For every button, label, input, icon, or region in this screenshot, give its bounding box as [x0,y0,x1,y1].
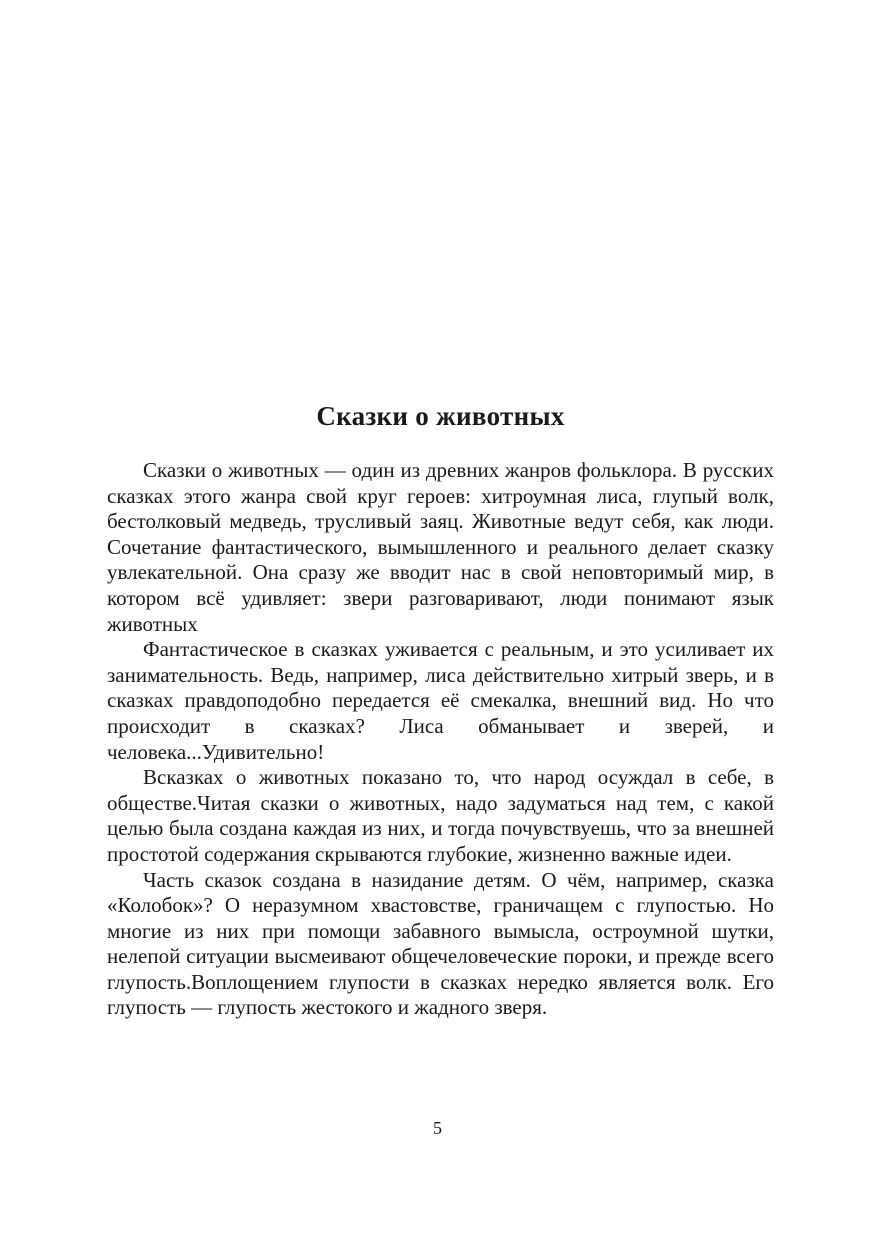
paragraph-fantastic-real: Фантастическое в сказках уживается с реальным, и это усиливает их занимательность. Ведь, например, лиса действительно хитрый зверь, и в сказках правдоподобно передается её смекалка, внешний вид. Но что происходит в сказках? Лиса обманывает и зверей, и человека...Удивительно! [107,637,774,764]
page-number: 5 [433,1118,442,1138]
paragraph-society: Всказках о животных показано то, что народ осуждал в себе, в обществе.Читая сказки о животных, надо задуматься над тем, с какой целью была создана каждая из них, и тогда почувствуешь, что за внешней простотой содержания скрываются глубокие, жизненно важные идеи. [107,765,774,866]
paragraph-edification: Часть сказок создана в назидание детям. О чём, например, сказка «Колобок»? О неразумном хвастовстве, граничащем с глупостью. Но многие из них при помощи забавного вымысла, остроумной шутки, нелепой ситуации высмеивают общечеловеческие пороки, и прежде всего глупость.Воплощением глупости в сказках нередко является волк. Его глупость — глупость жестокого и жадного зверя. [107,867,774,1020]
paragraph-intro: Сказки о животных — один из древних жанров фольклора. В русских сказках этого жанра свой круг героев: хитроумная лиса, глупый волк, бестолковый медведь, трусливый заяц. Животные ведут себя, как люди. Сочетание фантастического, вымышленного и реального делает сказку увлекательной. Она сразу же вводит нас в свой неповторимый мир, в котором всё удивляет: звери разговаривают, люди понимают язык животных [107,458,774,636]
page-title: Сказки о животных [316,401,565,431]
page-content [107,396,774,1021]
